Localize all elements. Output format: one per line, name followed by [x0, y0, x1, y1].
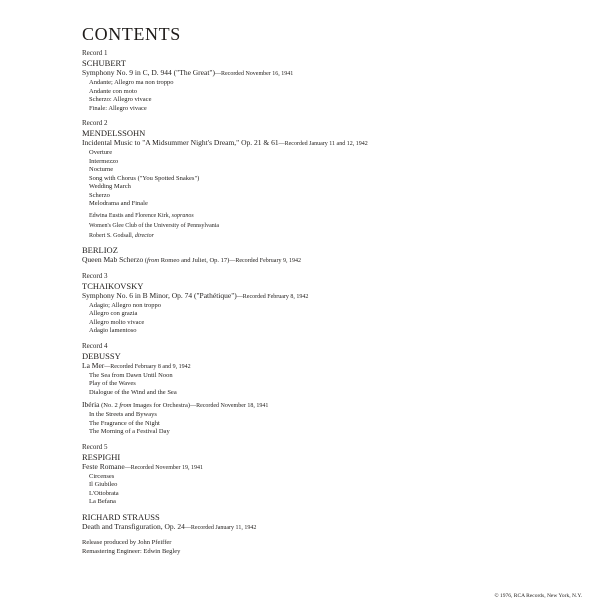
- work-title: Death and Transfiguration, Op. 24: [82, 521, 185, 531]
- work-title: Queen Mab Scherzo: [82, 254, 144, 264]
- work-title: Ibéria: [82, 400, 100, 409]
- work-source-from: from: [119, 402, 132, 409]
- movement-item: Intermezzo: [89, 157, 119, 165]
- page-title: CONTENTS: [82, 24, 181, 44]
- performer-line: [82, 232, 582, 240]
- record-number: Record 5: [82, 442, 108, 451]
- movement-item: The Fragrance of the Night: [89, 419, 160, 427]
- work-source-prefix: (: [143, 256, 148, 264]
- movement-item: La Befana: [89, 498, 116, 505]
- production-credits: [82, 538, 582, 556]
- work-title-line: [82, 291, 582, 302]
- record-block: [82, 341, 582, 437]
- work-source-from: from: [147, 256, 160, 264]
- work-source-rest: Images for Orchestra): [131, 402, 191, 409]
- performer-role: sopranos: [171, 212, 194, 219]
- recording-date: —Recorded February 9, 1942: [229, 257, 301, 264]
- work-source: [143, 257, 229, 264]
- composer-name: RICHARD STRAUSS: [82, 511, 160, 522]
- movement-item: Andante; Allegro ma non troppo: [89, 79, 174, 86]
- record-block: [82, 512, 582, 533]
- record-number: Record 1: [82, 49, 108, 57]
- work-title-line: [82, 522, 582, 533]
- record-block: [82, 271, 582, 336]
- movement-item: Scherzo: [89, 191, 110, 199]
- composer-name: TCHAIKOVSKY: [82, 280, 144, 291]
- movement-item: Overture: [89, 149, 113, 156]
- credit-line: Release produced by John Pfeiffer: [82, 538, 172, 546]
- record-block: [82, 442, 582, 507]
- composer-name: DEBUSSY: [82, 350, 121, 361]
- performer-name: Edwina Eustis and Florence Kirk,: [89, 212, 172, 219]
- work-title-line: [82, 138, 582, 149]
- work-source-rest: Romeo and Juliet, Op. 17): [159, 256, 230, 264]
- contents-list: [82, 48, 582, 556]
- recording-date: —Recorded November 16, 1941: [214, 71, 294, 77]
- credit-line: Remastering Engineer: Edwin Begley: [82, 547, 181, 555]
- movement-item: The Sea from Dawn Until Noon: [89, 371, 173, 379]
- performer-credits: [82, 212, 582, 240]
- work-title: Incidental Music to "A Midsummer Night's Dream," Op. 21 & 61: [82, 138, 279, 147]
- record-block: [82, 245, 582, 266]
- movement-item: The Morning of a Festival Day: [89, 428, 170, 435]
- work-title-line: [82, 400, 582, 411]
- recording-date: —Recorded November 19, 1941: [124, 464, 204, 471]
- work-title-line: [82, 361, 582, 372]
- performer-line: [82, 212, 582, 220]
- movement-item: Adagio; Allegro non troppo: [89, 301, 162, 309]
- recording-date: —Recorded February 8, 1942: [236, 293, 309, 300]
- composer-name: RESPIGHI: [82, 451, 121, 462]
- work-title: Symphony No. 9 in C, D. 944 ("The Great"): [82, 68, 215, 77]
- movement-item: Song with Chorus ("You Spotted Snakes"): [89, 174, 200, 182]
- movement-item: In the Streets and Byways: [89, 411, 157, 418]
- movement-item: Nocturne: [89, 166, 114, 173]
- work-source-prefix: (No. 2: [99, 402, 120, 409]
- work-title: Feste Romane: [82, 461, 125, 471]
- movement-item: Andante con moto: [89, 87, 138, 95]
- performer-name: Women's Glee Club of the University of Pennsylvania: [89, 222, 220, 229]
- record-block: [82, 48, 582, 113]
- composer-name: MENDELSSOHN: [82, 128, 146, 138]
- movement-item: Dialogue of the Wind and the Sea: [89, 388, 177, 396]
- movement-item: Adagio lamentoso: [89, 327, 137, 334]
- copyright-notice: © 1976, RCA Records, New York, N.Y.: [494, 593, 582, 599]
- work-title-line: [82, 68, 582, 79]
- recording-date: —Recorded January 11 and 12, 1942: [278, 141, 368, 147]
- movement-item: Scherzo: Allegro vivace: [89, 96, 152, 103]
- composer-name: BERLIOZ: [82, 244, 118, 255]
- work-title: La Mer: [82, 360, 105, 370]
- movement-item: Finale: Allegro vivace: [89, 104, 147, 112]
- performer-role: director: [134, 232, 154, 239]
- record-number: Record 4: [82, 341, 108, 350]
- composer-name: SCHUBERT: [82, 58, 126, 68]
- movement-item: Il Giubileo: [89, 481, 118, 488]
- work-title-line: [82, 255, 582, 266]
- record-number: Record 2: [82, 119, 108, 127]
- movement-item: Melodrama and Finale: [89, 200, 148, 207]
- work-source: [100, 402, 191, 409]
- performer-line: [82, 222, 582, 230]
- work-title-line: [82, 462, 582, 473]
- recording-date: —Recorded November 18, 1941: [190, 403, 269, 409]
- work-title: Symphony No. 6 in B Minor, Op. 74 ("Pathétique"): [82, 290, 237, 300]
- recording-date: —Recorded January 11, 1942: [184, 524, 257, 531]
- movement-item: L'Ottobrata: [89, 489, 119, 497]
- recording-date: —Recorded February 8 and 9, 1942: [104, 363, 191, 370]
- movement-item: Circenses: [89, 472, 115, 480]
- performer-name: Robert S. Godsall,: [89, 232, 135, 239]
- movement-item: Play of the Waves: [89, 380, 136, 387]
- record-number: Record 3: [82, 271, 108, 280]
- movement-item: Allegro con grazia: [89, 310, 138, 317]
- movement-item: Wedding March: [89, 183, 131, 190]
- movement-item: Allegro molto vivace: [89, 318, 145, 326]
- record-block: [82, 118, 582, 240]
